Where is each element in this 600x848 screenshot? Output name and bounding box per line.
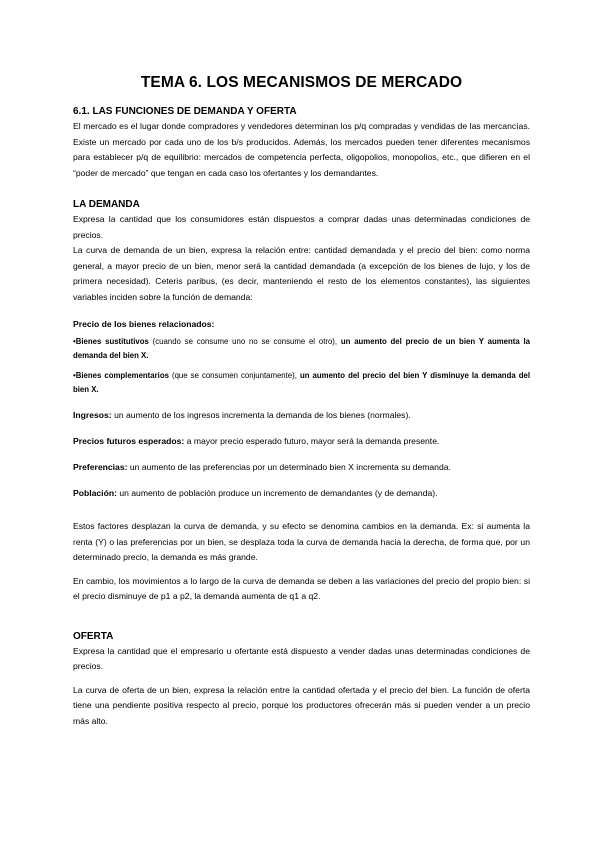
section-heading-demanda: LA DEMANDA bbox=[73, 199, 140, 210]
page-title: TEMA 6. LOS MECANISMOS DE MERCADO bbox=[140, 74, 463, 91]
paragraph-oferta-curve: La curva de oferta de un bien, expresa la relación entre la cantidad ofertada y el precio del bien. La función de oferta tiene una pendiente positiva respecto al precio, porque los productores ofrecerán más si pueden vender a un precio más alto. bbox=[73, 684, 530, 726]
item-ingresos bbox=[73, 408, 530, 423]
paragraph-movimientos: En cambio, los movimientos a lo largo de la curva de demanda se deben a las variaciones del precio del propio bien: si el precio disminuye de p1 a p2, la demanda aumenta de q1 a q2. bbox=[73, 575, 530, 601]
paragraph-demanda-curve: La curva de demanda de un bien, expresa la relación entre: cantidad demandada y el precio del bien: como norma general, a mayor precio de un bien, menor será la cantidad demandada (a excepción de los bienes de lujo, y los de primera necesidad). Ceteris paribus, (es decir, manteniendo el resto de los elementos constantes), las siguientes variables inciden sobre la función de demanda: bbox=[73, 245, 530, 302]
paragraph-demanda-intro: Expresa la cantidad que los consumidores están dispuestos a comprar dadas unas determinadas condiciones de precios. bbox=[73, 214, 530, 240]
item-complementarios-bold: un aumento del precio del bien Y disminuye la demanda del bien X. bbox=[73, 371, 530, 394]
paragraph-factores: Estos factores desplazan la curva de demanda, y su efecto se denomina cambios en la demanda. Ex: si aumenta la renta (Y) o las preferencias por un bien, se desplaza toda la curva de demanda hacia la derecha, de forma que, por un determinado precio, la demanda es más grande. bbox=[73, 521, 530, 562]
item-preferencias bbox=[73, 460, 530, 475]
item-futuros-label: Precios futuros esperados: bbox=[73, 436, 185, 446]
item-sustitutivos bbox=[73, 335, 530, 363]
item-futuros-text: a mayor precio esperado futuro, mayor será la demanda presente. bbox=[184, 436, 440, 446]
item-complementarios bbox=[73, 369, 530, 397]
item-sustitutivos-label: •Bienes sustitutivos bbox=[73, 337, 149, 346]
item-poblacion-label: Población: bbox=[73, 488, 117, 498]
section-heading-oferta: OFERTA bbox=[73, 630, 114, 642]
paragraph-oferta-intro: Expresa la cantidad que el empresario u ofertante está dispuesto a vender dadas unas determinadas condiciones de precios. bbox=[73, 645, 530, 671]
section-heading-funciones: 6.1. LAS FUNCIONES DE DEMANDA Y OFERTA bbox=[73, 106, 297, 117]
item-preferencias-text: un aumento de las preferencias por un determinado bien X incrementa su demanda. bbox=[127, 462, 451, 472]
document-page bbox=[73, 74, 530, 729]
paragraph-mercado: El mercado es el lugar donde compradores y vendedores determinan los p/q compradas y vendidas de las mercancías. Existe un mercado por cada uno de los b/s producidos. Además, los mercados pueden tener diferentes mecanismos para establecer p/q de equilibrio: mercados de competencia perfecta, oligopolios, monopolios, etc., que difieren en el “poder de mercado” que tengan en cada caso los ofertantes y los demandantes. bbox=[73, 121, 530, 178]
item-complementarios-text: (que se consumen conjuntamente), bbox=[168, 371, 300, 380]
item-futuros bbox=[73, 434, 530, 449]
item-ingresos-text: un aumento de los ingresos incrementa la demanda de los bienes (normales). bbox=[111, 410, 411, 420]
item-poblacion bbox=[73, 486, 530, 501]
item-preferencias-label: Preferencias: bbox=[73, 462, 128, 472]
item-ingresos-label: Ingresos: bbox=[73, 410, 112, 420]
item-complementarios-label: •Bienes complementarios bbox=[73, 371, 169, 380]
item-sustitutivos-text: (cuando se consume uno no se consume el otro), bbox=[148, 337, 341, 346]
related-goods-heading: Precio de los bienes relacionados: bbox=[73, 319, 215, 329]
item-poblacion-text: un aumento de población produce un incremento de demandantes (y de demanda). bbox=[116, 488, 438, 498]
item-sustitutivos-bold: un aumento del precio de un bien Y aumenta la demanda del bien X. bbox=[73, 337, 531, 360]
